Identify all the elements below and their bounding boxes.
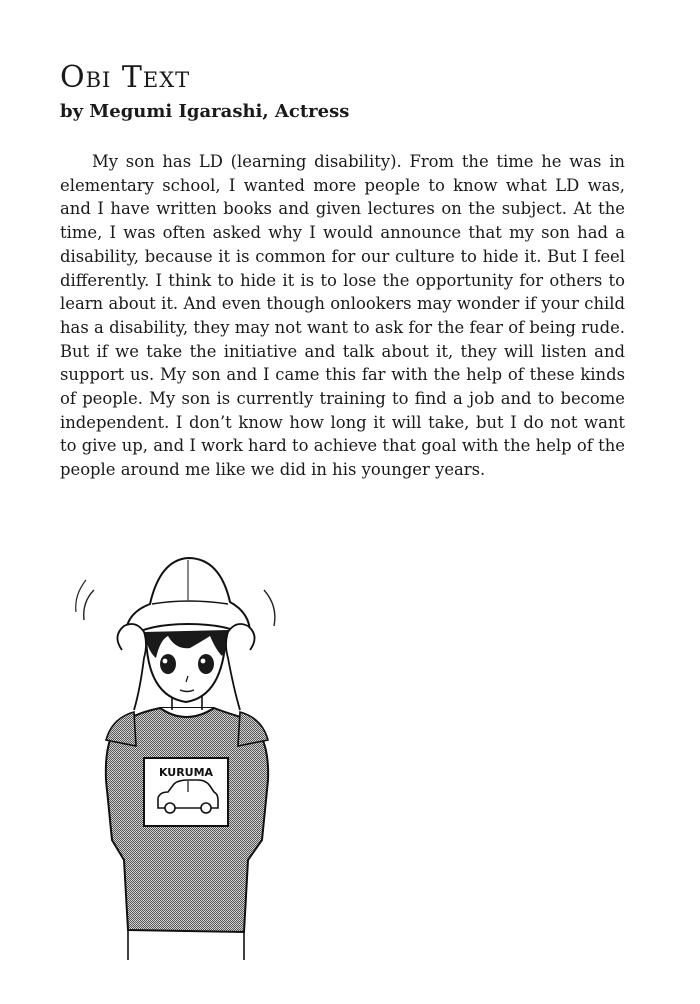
shirt-text: KURUMA	[158, 766, 214, 779]
page-title: Obi Text	[60, 60, 191, 95]
child-illustration	[64, 540, 294, 960]
byline: by Megumi Igarashi, Actress	[60, 101, 350, 122]
body-paragraph: My son has LD (learning disability). From the time he was in elementary school, I wanted more people to know what LD was, and I have written books and given lectures on the subject. At the time, I was often asked why I would announce that my son had a disability, because it is common for our culture to hide it. But I feel differently. I think to hide it is to lose the opportunity for others to learn about it. And even though onlookers may wonder if your child has a disability, they may not want to ask for the fear of being rude. But if we take the initiative and talk about it, they will listen and support us. My son and I came this far with the help of these kinds of people. My son is currently training to find a job and to become independent. I don’t know how long it will take, but I do not want to give up, and I work hard to achieve that goal with the help of the people around me like we did in his younger years.	[60, 152, 625, 480]
